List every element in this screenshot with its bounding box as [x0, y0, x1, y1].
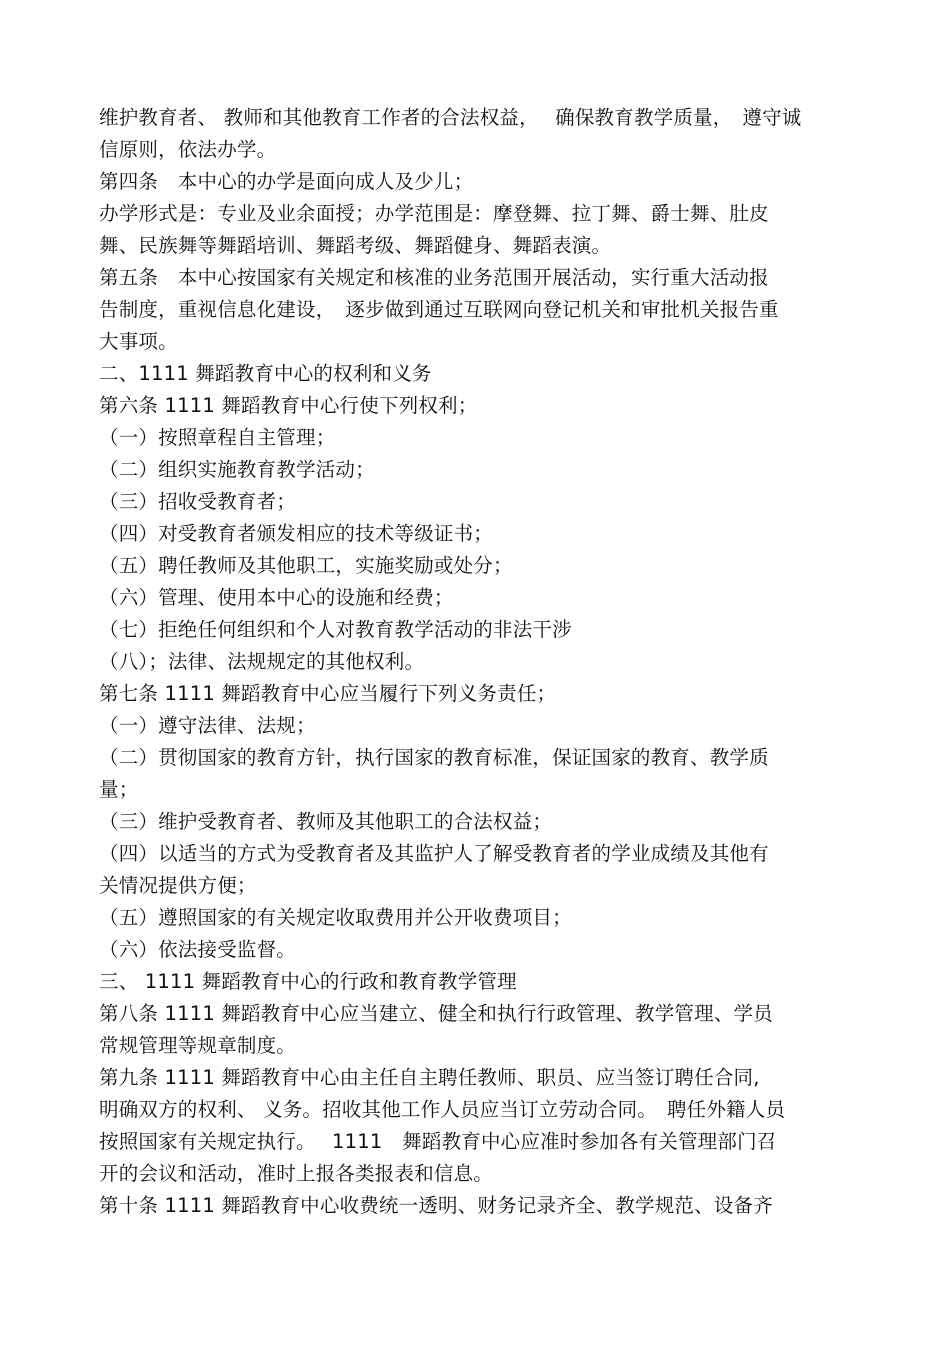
list-item: （二）贯彻国家的教育方针，执行国家的教育标准，保证国家的教育、教学质 — [99, 746, 769, 769]
text-line: 量； — [99, 778, 139, 801]
list-item: （四）对受教育者颁发相应的技术等级证书； — [99, 522, 494, 545]
list-item: （六）管理、使用本中心的设施和经费； — [99, 586, 454, 609]
text-line: 开的会议和活动，准时上报各类报表和信息。 — [99, 1162, 494, 1185]
list-item: （八）；法律、法规规定的其他权利。 — [99, 650, 425, 673]
text-line: 第十条 1111 舞蹈教育中心收费统一透明、财务记录齐全、教学规范、设备齐 — [99, 1194, 773, 1217]
text-line: 信原则，依法办学。 — [99, 138, 277, 161]
text-line: 告制度，重视信息化建设， 逐步做到通过互联网向登记机关和审批机关报告重 — [99, 298, 779, 321]
list-item: （五）遵照国家的有关规定收取费用并公开收费项目； — [99, 906, 572, 929]
list-item: （四）以适当的方式为受教育者及其监护人了解受教育者的学业成绩及其他有 — [99, 842, 769, 865]
section-heading: 三、 1111 舞蹈教育中心的行政和教育教学管理 — [99, 970, 517, 993]
text-line: 第四条 本中心的办学是面向成人及少儿； — [99, 170, 474, 193]
text-line: 常规管理等规章制度。 — [99, 1034, 297, 1057]
list-item: （七）拒绝任何组织和个人对教育教学活动的非法干涉 — [99, 618, 572, 641]
text-line: 舞、民族舞等舞蹈培训、舞蹈考级、舞蹈健身、舞蹈表演。 — [99, 234, 612, 257]
list-item: （一）遵守法律、法规； — [99, 714, 316, 737]
text-line: 第五条 本中心按国家有关规定和核准的业务范围开展活动，实行重大活动报 — [99, 266, 769, 289]
section-heading: 二、1111 舞蹈教育中心的权利和义务 — [99, 362, 432, 385]
list-item: （二）组织实施教育教学活动； — [99, 458, 375, 481]
list-item: （三）招收受教育者； — [99, 490, 297, 513]
text-line: 第九条 1111 舞蹈教育中心由主任自主聘任教师、职员、应当签订聘任合同, — [99, 1066, 760, 1089]
list-item: （三）维护受教育者、教师及其他职工的合法权益； — [99, 810, 553, 833]
text-line: 第六条 1111 舞蹈教育中心行使下列权利； — [99, 394, 478, 417]
text-line: 按照国家有关规定执行。 1111 舞蹈教育中心应准时参加各有关管理部门召 — [99, 1130, 777, 1153]
list-item: （六）依法接受监督。 — [99, 938, 297, 961]
text-line: 第八条 1111 舞蹈教育中心应当建立、健全和执行行政管理、教学管理、学员 — [99, 1002, 773, 1025]
text-line: 关情况提供方便； — [99, 874, 257, 897]
list-item: （一）按照章程自主管理； — [99, 426, 336, 449]
text-line: 办学形式是：专业及业余面授；办学范围是：摩登舞、拉丁舞、爵士舞、肚皮 — [99, 202, 769, 225]
text-line: 明确双方的权利、 义务。招收其他工作人员应当订立劳动合同。 聘任外籍人员 — [99, 1098, 786, 1121]
text-line: 大事项。 — [99, 330, 178, 353]
text-line: 维护教育者、 教师和其他教育工作者的合法权益， 确保教育教学质量， 遵守诚 — [99, 106, 802, 129]
list-item: （五）聘任教师及其他职工，实施奖励或处分； — [99, 554, 513, 577]
text-line: 第七条 1111 舞蹈教育中心应当履行下列义务责任； — [99, 682, 557, 705]
